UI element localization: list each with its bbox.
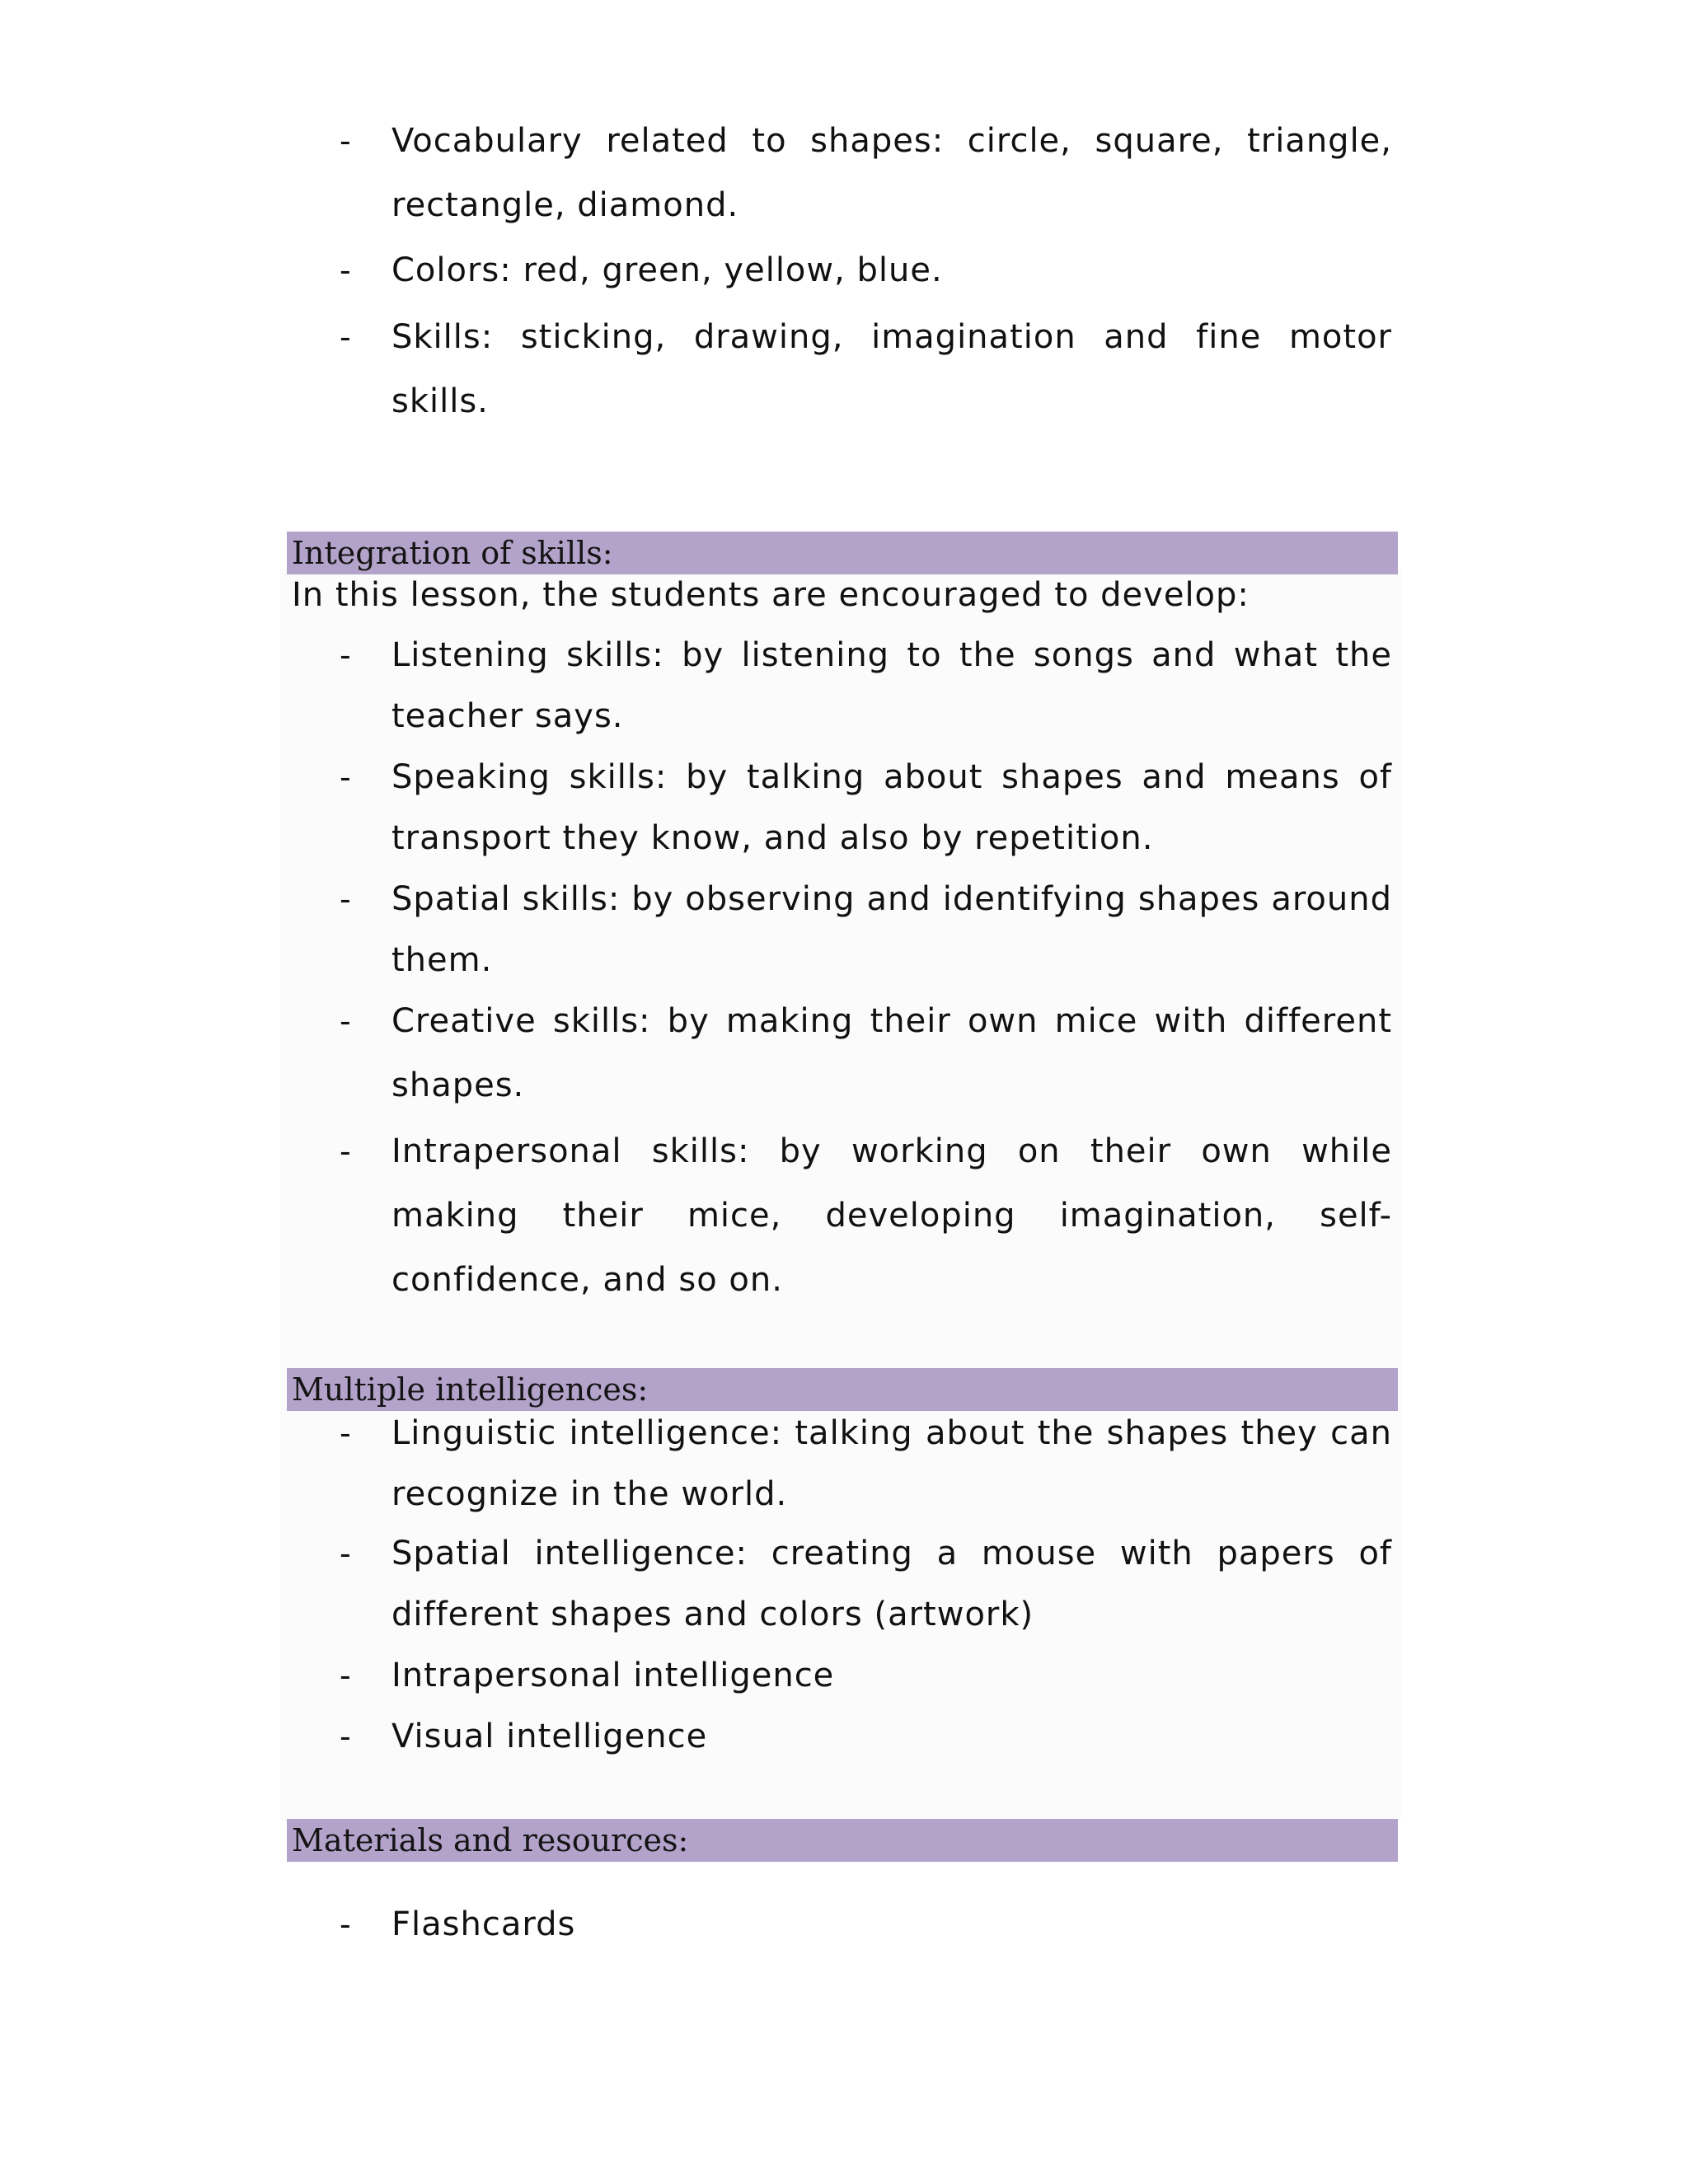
list-item-text: Spatial skills: by observing and identifying shapes around them.	[392, 880, 1392, 979]
list-item-text: Listening skills: by listening to the songs and what the teacher says.	[392, 636, 1392, 735]
bullet-dash: -	[340, 881, 351, 917]
bullet-dash: -	[340, 1415, 351, 1451]
bullet-dash: -	[340, 123, 351, 159]
list-item-text: Intrapersonal skills: by working on their own while making their mice, developing imagination, self-confidence, and so on.	[392, 1132, 1392, 1299]
bullet-dash: -	[340, 759, 351, 795]
bullet-dash: -	[340, 319, 351, 355]
list-item-text: Spatial intelligence: creating a mouse with papers of different shapes and colors (artwork)	[392, 1535, 1392, 1633]
integration-intro: In this lesson, the students are encouraged to develop:	[292, 576, 1250, 614]
section-heading-integration: Integration of skills:	[287, 532, 1398, 574]
section-heading-multiple-intelligences: Multiple intelligences:	[287, 1368, 1398, 1411]
bullet-dash: -	[340, 1657, 351, 1694]
list-item-text: Skills: sticking, drawing, imagination and fine motor skills.	[392, 318, 1392, 420]
list-item-text: Colors: red, green, yellow, blue.	[392, 251, 943, 289]
list-item-text: Creative skills: by making their own mice with different shapes.	[392, 1002, 1392, 1104]
list-item-text: Flashcards	[392, 1905, 576, 1943]
bullet-dash: -	[340, 637, 351, 673]
section-heading-materials: Materials and resources:	[287, 1819, 1398, 1862]
list-item-text: Visual intelligence	[392, 1718, 708, 1755]
list-item-text: Intrapersonal intelligence	[392, 1657, 835, 1694]
list-item-text: Linguistic intelligence: talking about the shapes they can recognize in the world.	[392, 1414, 1392, 1513]
list-item-text: Speaking skills: by talking about shapes and means of transport they know, and also by repetition.	[392, 758, 1392, 857]
bullet-dash: -	[340, 252, 351, 288]
list-item-text: Vocabulary related to shapes: circle, square, triangle, rectangle, diamond.	[392, 122, 1392, 224]
bullet-dash: -	[340, 1133, 351, 1169]
bullet-dash: -	[340, 1906, 351, 1943]
bullet-dash: -	[340, 1535, 351, 1572]
bullet-dash: -	[340, 1718, 351, 1755]
bullet-dash: -	[340, 1003, 351, 1039]
